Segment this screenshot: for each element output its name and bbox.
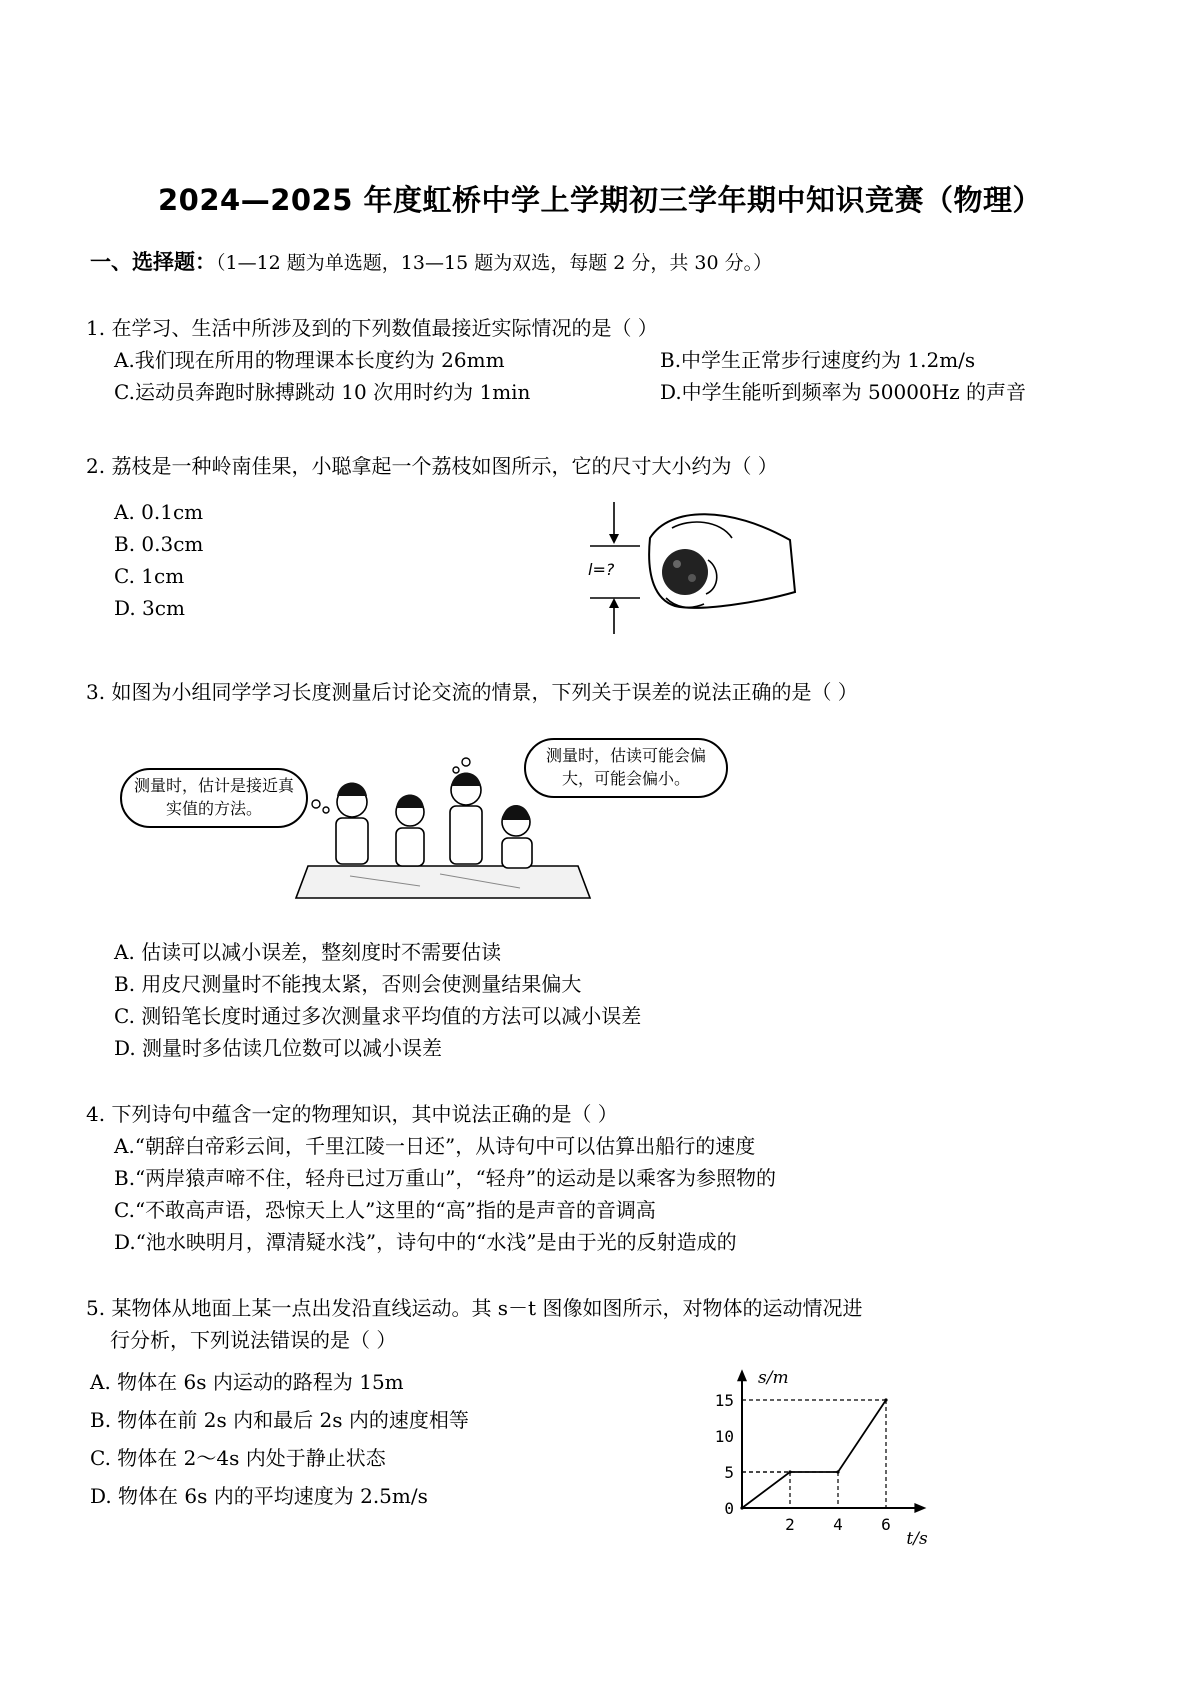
question-2-stem: 2. 荔枝是一种岭南佳果，小聪拿起一个荔枝如图所示，它的尺寸大小约为（ ）: [86, 454, 778, 478]
lychee-figure: [580, 498, 800, 638]
page-title: 2024—2025 年度虹桥中学上学期初三学年期中知识竞赛（物理）: [157, 183, 1043, 217]
question-4-option-a: A.“朝辞白帝彩云间，千里江陵一日还”，从诗句中可以估算出船行的速度: [114, 1134, 756, 1158]
y-tick-label: 0: [724, 1499, 734, 1518]
data-point: [884, 1398, 887, 1401]
question-5-stem-line1: 5. 某物体从地面上某一点出发沿直线运动。其 s－t 图像如图所示，对物体的运动情况进: [86, 1296, 863, 1320]
question-4-option-b: B.“两岸猿声啼不住，轻舟已过万重山”，“轻舟”的运动是以乘客为参照物的: [114, 1166, 776, 1190]
question-3-option-a: A. 估读可以减小误差，整刻度时不需要估读: [114, 940, 502, 964]
y-tick-label: 15: [714, 1391, 734, 1410]
question-1-option-b: B.中学生正常步行速度约为 1.2m/s: [660, 348, 976, 372]
question-4-stem: 4. 下列诗句中蕴含一定的物理知识，其中说法正确的是（ ）: [86, 1102, 618, 1126]
question-1-option-c: C.运动员奔跑时脉搏跳动 10 次用时约为 1min: [114, 380, 531, 404]
thought-bubble-left: 测量时，估计是接近真实值的方法。: [120, 768, 308, 828]
length-label: l=?: [588, 560, 615, 579]
question-5-option-d: D. 物体在 6s 内的平均速度为 2.5m/s: [90, 1484, 428, 1508]
section-note: （1—12 题为单选题，13—15 题为双选，每题 2 分，共 30 分。）: [216, 252, 773, 274]
x-axis-arrow: [914, 1503, 926, 1513]
question-1-option-d: D.中学生能听到频率为 50000Hz 的声音: [660, 380, 1026, 404]
x-axis-label: t/s: [906, 1529, 928, 1549]
question-5-option-b: B. 物体在前 2s 内和最后 2s 内的速度相等: [90, 1408, 469, 1432]
question-5-option-a: A. 物体在 6s 内运动的路程为 15m: [90, 1370, 404, 1394]
x-tick-label: 4: [833, 1515, 843, 1534]
question-3-option-d: D. 测量时多估读几位数可以减小误差: [114, 1036, 443, 1060]
question-2-option-b: B. 0.3cm: [114, 532, 204, 556]
question-3-stem: 3. 如图为小组同学学习长度测量后讨论交流的情景，下列关于误差的说法正确的是（ ）: [86, 680, 858, 704]
question-4-option-d: D.“池水映明月，潭清疑水浅”，诗句中的“水浅”是由于光的反射造成的: [114, 1230, 737, 1254]
question-1-stem: 1. 在学习、生活中所涉及到的下列数值最接近实际情况的是（ ）: [86, 316, 658, 340]
question-2-option-c: C. 1cm: [114, 564, 185, 588]
thought-bubble-right: 测量时，估读可能会偏大，可能会偏小。: [524, 738, 728, 798]
section-heading: 一、选择题：: [90, 250, 216, 274]
section-header: [90, 246, 772, 276]
data-point: [788, 1470, 791, 1473]
lychee-shape: [662, 549, 708, 595]
x-tick-label: 2: [785, 1515, 795, 1534]
y-axis-label: s/m: [758, 1368, 789, 1389]
question-3-option-c: C. 测铅笔长度时通过多次测量求平均值的方法可以减小误差: [114, 1004, 642, 1028]
question-3-option-b: B. 用皮尺测量时不能拽太紧，否则会使测量结果偏大: [114, 972, 582, 996]
question-2-option-a: A. 0.1cm: [114, 500, 204, 524]
y-tick-label: 5: [724, 1463, 734, 1482]
y-tick-label: 10: [714, 1427, 734, 1446]
question-5-option-c: C. 物体在 2～4s 内处于静止状态: [90, 1446, 386, 1470]
question-4-option-c: C.“不敢高声语，恐惊天上人”这里的“高”指的是声音的音调高: [114, 1198, 656, 1222]
question-5-stem-line2: 行分析，下列说法错误的是（ ）: [110, 1328, 397, 1352]
data-point: [740, 1506, 743, 1509]
y-axis-arrow: [737, 1369, 747, 1381]
x-tick-label: 6: [881, 1515, 891, 1534]
discussion-illustration: [120, 738, 740, 908]
data-line: [742, 1400, 886, 1508]
question-1-option-a: A.我们现在所用的物理课本长度约为 26mm: [114, 348, 505, 372]
s-t-chart: [690, 1336, 970, 1556]
data-point: [836, 1470, 839, 1473]
question-2-option-d: D. 3cm: [114, 596, 185, 620]
